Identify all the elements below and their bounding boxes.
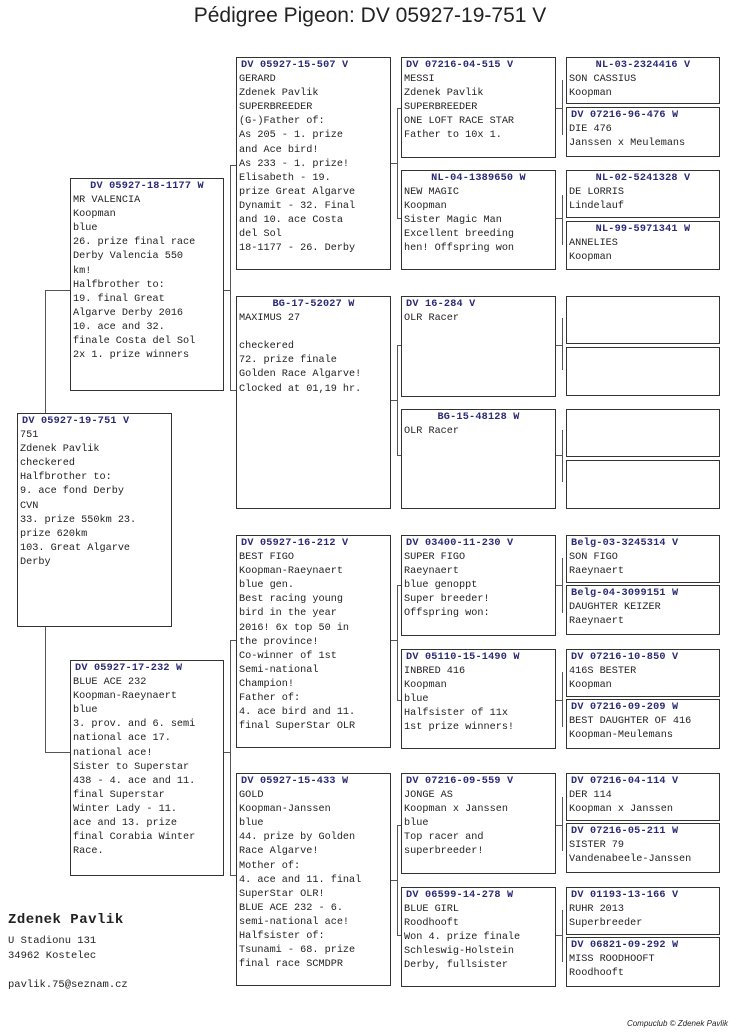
pigeon-info-line: Derby Valencia 550 bbox=[73, 251, 184, 263]
pigeon-info-line: SON FIGO bbox=[569, 552, 618, 564]
pigeon-info-line: blue bbox=[239, 818, 264, 830]
pigeon-info-line: Raeynaert bbox=[569, 616, 625, 628]
pigeon-info-line: SISTER 79 bbox=[569, 840, 625, 852]
pigeon-info-line: Koopman-Janssen bbox=[239, 804, 331, 816]
pigeon-info-line: Sister Magic Man bbox=[404, 215, 502, 227]
pigeon-info-line: DIE 476 bbox=[569, 124, 612, 136]
pigeon-info-line: checkered bbox=[20, 458, 76, 470]
pigeon-card-g5 bbox=[566, 296, 720, 344]
pigeon-card-dsd bbox=[401, 649, 556, 749]
pigeon-card-ssd bbox=[401, 170, 556, 270]
pigeon-info-line: Best racing young bbox=[239, 594, 343, 606]
pigeon-info-line: Mother of: bbox=[239, 860, 301, 872]
pigeon-info-line: Koopman bbox=[404, 201, 447, 213]
connector bbox=[391, 400, 398, 401]
pigeon-info-line: del Sol bbox=[239, 229, 282, 241]
pigeon-info-line: Koopman bbox=[569, 88, 612, 100]
connector bbox=[391, 880, 398, 881]
pigeon-info-line: 18-1177 - 26. Derby bbox=[239, 243, 356, 255]
pigeon-info-line: DE LORRIS bbox=[569, 187, 625, 199]
pigeon-info-line: Lindelauf bbox=[569, 201, 625, 213]
pigeon-info-line: Superbreeder bbox=[569, 918, 643, 930]
pigeon-info-line: Clocked at 01,19 hr. bbox=[239, 383, 362, 395]
pigeon-card-g12 bbox=[566, 699, 720, 749]
pigeon-info-line: Koopman bbox=[569, 680, 612, 692]
pigeon-info-line: prize Great Algarve bbox=[239, 186, 356, 198]
page-title: Pédigree Pigeon: DV 05927-19-751 V bbox=[193, 4, 547, 27]
pigeon-info-line: finale Costa del Sol bbox=[73, 336, 196, 348]
pigeon-info-line: Super breeder! bbox=[404, 594, 490, 606]
pigeon-info-line: RUHR 2013 bbox=[569, 904, 625, 916]
pigeon-info-line: Golden Race Algarve! bbox=[239, 369, 362, 381]
pigeon-card-g16 bbox=[566, 937, 720, 987]
pigeon-info-line: BLUE GIRL bbox=[404, 904, 460, 916]
pigeon-info-line: Raeynaert bbox=[404, 566, 460, 578]
connector bbox=[556, 935, 563, 936]
connector bbox=[556, 700, 563, 701]
pigeon-info-line: DER 114 bbox=[569, 790, 612, 802]
pigeon-info-line: Excellent breeding bbox=[404, 229, 515, 241]
ring-number: DV 05927-17-232 W bbox=[75, 663, 183, 674]
connector bbox=[224, 290, 231, 291]
pigeon-card-g13 bbox=[566, 773, 720, 821]
owner-name: Zdenek Pavlik bbox=[8, 912, 124, 928]
ring-number: DV 06599-14-278 W bbox=[406, 890, 514, 901]
pigeon-card-g6 bbox=[566, 347, 720, 396]
connector bbox=[556, 108, 563, 109]
pigeon-info-line: Koopman bbox=[569, 252, 612, 264]
pigeon-info-line: Co-winner of 1st bbox=[239, 650, 337, 662]
pigeon-info-line: Koopman bbox=[404, 680, 447, 692]
pigeon-card-g1 bbox=[566, 57, 720, 104]
ring-number: NL-99-5971341 W bbox=[595, 224, 691, 235]
pigeon-info-line: 26. prize final race bbox=[73, 237, 196, 249]
pigeon-info-line: GERARD bbox=[239, 74, 276, 86]
pigeon-info-line: 44. prize by Golden bbox=[239, 832, 356, 844]
connector bbox=[562, 797, 563, 851]
pigeon-info-line: As 233 - 1. prize! bbox=[239, 158, 350, 170]
pigeon-info-line: 2x 1. prize winners bbox=[73, 350, 190, 362]
pigeon-info-line: As 205 - 1. prize bbox=[239, 130, 343, 142]
pigeon-card-g11 bbox=[566, 649, 720, 697]
pigeon-info-line: 33. prize 550km 23. bbox=[20, 514, 137, 526]
pigeon-info-line: Sister to Superstar bbox=[73, 761, 190, 773]
pigeon-info-line: BEST FIGO bbox=[239, 552, 295, 564]
ring-number: NL-02-5241328 V bbox=[595, 173, 691, 184]
ring-number: DV 07216-09-209 W bbox=[571, 702, 679, 713]
pigeon-info-line: BEST DAUGHTER OF 416 bbox=[569, 716, 692, 728]
pigeon-info-line: blue bbox=[73, 705, 98, 717]
pigeon-info-line: Algarve Derby 2016 bbox=[73, 307, 184, 319]
pigeon-info-line: GOLD bbox=[239, 790, 264, 802]
connector bbox=[556, 455, 563, 456]
pigeon-info-line: checkered bbox=[239, 341, 295, 353]
owner-email: pavlik.75@seznam.cz bbox=[8, 979, 128, 991]
connector bbox=[45, 290, 46, 413]
pigeon-card-g15 bbox=[566, 887, 720, 935]
pigeon-card-g9 bbox=[566, 535, 720, 583]
pigeon-info-line: Koopman-Meulemans bbox=[569, 730, 673, 742]
pigeon-card-subject bbox=[17, 413, 172, 627]
pigeon-info-line: SON CASSIUS bbox=[569, 74, 637, 86]
connector bbox=[562, 195, 563, 245]
ring-number: NL-04-1389650 W bbox=[431, 173, 526, 184]
pigeon-info-line: Raeynaert bbox=[569, 566, 625, 578]
connector bbox=[397, 585, 398, 700]
pigeon-info-line: Koopman x Janssen bbox=[404, 804, 508, 816]
connector bbox=[556, 218, 563, 219]
pigeon-info-line: Koopman-Raeynaert bbox=[73, 691, 177, 703]
connector bbox=[45, 752, 70, 753]
pigeon-info-line: Halfsister of 11x bbox=[404, 708, 508, 720]
ring-number: DV 07216-96-476 W bbox=[571, 110, 679, 121]
ring-number: DV 05927-16-212 V bbox=[241, 538, 349, 549]
connector bbox=[224, 752, 231, 753]
ring-number: DV 16-284 V bbox=[406, 299, 476, 310]
pigeon-info-line: MISS ROODHOOFT bbox=[569, 954, 655, 966]
pigeon-info-line: Dynamit - 32. Final bbox=[239, 200, 356, 212]
pigeon-info-line: 4. ace and 11. final bbox=[239, 874, 362, 886]
pigeon-info-line: Zdenek Pavlik bbox=[239, 88, 319, 100]
pigeon-card-dds bbox=[401, 773, 556, 874]
pigeon-card-dam-dam bbox=[236, 773, 391, 986]
ring-number: DV 07216-05-211 W bbox=[571, 826, 679, 837]
pigeon-info-line: and 10. ace Costa bbox=[239, 215, 343, 227]
pigeon-info-line: BLUE ACE 232 bbox=[73, 677, 147, 689]
pigeon-info-line: Semi-national bbox=[239, 664, 319, 676]
pigeon-card-dss bbox=[401, 535, 556, 636]
pigeon-card-sire-dam bbox=[236, 296, 391, 509]
pigeon-info-line: Top racer and bbox=[404, 832, 484, 844]
ring-number: DV 05927-18-1177 W bbox=[90, 181, 204, 192]
pigeon-info-line: Halfbrother to: bbox=[20, 472, 112, 484]
pigeon-card-g10 bbox=[566, 585, 720, 635]
pigeon-info-line: OLR Racer bbox=[404, 426, 460, 438]
pigeon-info-line: Koopman bbox=[73, 209, 116, 221]
ring-number: BG-15-48128 W bbox=[437, 412, 520, 423]
pigeon-info-line: and Ace bird! bbox=[239, 144, 319, 156]
pigeon-info-line: final Corabia Winter bbox=[73, 832, 196, 844]
pigeon-info-line: SuperStar OLR! bbox=[239, 888, 325, 900]
pigeon-info-line: Schleswig-Holstein bbox=[404, 946, 515, 958]
pigeon-card-dam-sire bbox=[236, 535, 391, 748]
connector bbox=[230, 640, 231, 875]
owner-block bbox=[8, 912, 208, 993]
pigeon-info-line: Father of: bbox=[239, 693, 301, 705]
pigeon-info-line: Derby bbox=[20, 556, 51, 568]
pigeon-info-line: MAXIMUS 27 bbox=[239, 313, 301, 325]
pigeon-info-line: OLR Racer bbox=[404, 313, 460, 325]
ring-number: DV 05927-15-433 W bbox=[241, 776, 349, 787]
pigeon-info-line: Roodhooft bbox=[404, 918, 460, 930]
pigeon-info-line: SUPER FIGO bbox=[404, 552, 466, 564]
pigeon-info-line: CVN bbox=[20, 500, 39, 512]
pigeon-info-line: 438 - 4. ace and 11. bbox=[73, 775, 196, 787]
pigeon-info-line: Zdenek Pavlik bbox=[20, 444, 100, 456]
pigeon-info-line: Halfbrother to: bbox=[73, 279, 165, 291]
pigeon-info-line: final Superstar bbox=[73, 789, 165, 801]
connector bbox=[391, 163, 398, 164]
pigeon-info-line: 3. prov. and 6. semi bbox=[73, 719, 196, 731]
pigeon-card-g8 bbox=[566, 460, 720, 509]
pigeon-info-line: 1st prize winners! bbox=[404, 722, 515, 734]
pigeon-info-line: Vandenabeele-Janssen bbox=[569, 854, 692, 866]
pigeon-info-line: national ace 17. bbox=[73, 733, 171, 745]
pigeon-card-sire-sire bbox=[236, 57, 391, 270]
pigeon-info-line: semi-national ace! bbox=[239, 916, 350, 928]
pigeon-info-line: 4. ace bird and 11. bbox=[239, 707, 356, 719]
ring-number: DV 07216-04-114 V bbox=[571, 776, 679, 787]
pigeon-info-line: (G-)Father of: bbox=[239, 116, 325, 128]
pigeon-info-line: MESSI bbox=[404, 74, 435, 86]
pigeon-info-line: final SuperStar OLR bbox=[239, 721, 356, 733]
pigeon-info-line: 2016! 6x top 50 in bbox=[239, 622, 350, 634]
pigeon-info-line: Koopman-Raeynaert bbox=[239, 566, 343, 578]
ring-number: DV 05927-15-507 V bbox=[241, 60, 349, 71]
pigeon-info-line: superbreeder! bbox=[404, 846, 484, 858]
pigeon-card-sire bbox=[70, 178, 224, 391]
pigeon-info-line: MR VALENCIA bbox=[73, 195, 141, 207]
pigeon-info-line: JONGE AS bbox=[404, 790, 453, 802]
pigeon-info-line: 10. ace and 32. bbox=[73, 321, 165, 333]
ring-number: DV 06821-09-292 W bbox=[571, 940, 679, 951]
connector bbox=[391, 640, 398, 641]
connector bbox=[230, 165, 231, 390]
pigeon-card-sdd bbox=[401, 409, 556, 509]
pigeon-info-line: Janssen x Meulemans bbox=[569, 138, 686, 150]
pigeon-info-line: blue bbox=[404, 694, 429, 706]
pigeon-info-line: SUPERBREEDER bbox=[239, 102, 313, 114]
pigeon-info-line: 72. prize finale bbox=[239, 355, 337, 367]
pigeon-info-line: 416S BESTER bbox=[569, 666, 637, 678]
pigeon-info-line: Champion! bbox=[239, 678, 295, 690]
pigeon-info-line: hen! Offspring won bbox=[404, 243, 515, 255]
pigeon-info-line: national ace! bbox=[73, 747, 153, 759]
credit-text: Compuclub © Zdenek Pavlik bbox=[626, 1019, 728, 1028]
connector bbox=[556, 825, 563, 826]
ring-number: DV 05110-15-1490 W bbox=[406, 652, 520, 663]
pigeon-info-line: bird in the year bbox=[239, 608, 337, 620]
pigeon-info-line: BLUE ACE 232 - 6. bbox=[239, 902, 343, 914]
pigeon-info-line bbox=[239, 326, 388, 340]
connector bbox=[562, 430, 563, 482]
pigeon-info-line: Race. bbox=[73, 846, 104, 858]
pigeon-card-g7 bbox=[566, 409, 720, 457]
pigeon-card-dam bbox=[70, 660, 224, 876]
pigeon-info-line: 9. ace fond Derby bbox=[20, 486, 124, 498]
pigeon-info-line: blue gen. bbox=[239, 580, 295, 592]
pigeon-info-line: blue genoppt bbox=[404, 580, 478, 592]
pigeon-card-sds bbox=[401, 296, 556, 397]
pigeon-info-line: Offspring won: bbox=[404, 608, 490, 620]
ring-number: DV 07216-10-850 V bbox=[571, 652, 679, 663]
pigeon-info-line: SUPERBREEDER bbox=[404, 102, 478, 114]
ring-number: DV 03400-11-230 V bbox=[406, 538, 514, 549]
connector bbox=[556, 345, 563, 346]
pigeon-info-line: ace and 13. prize bbox=[73, 818, 177, 830]
pigeon-info-line: NEW MAGIC bbox=[404, 187, 460, 199]
pigeon-info-line: Zdenek Pavlik bbox=[404, 88, 484, 100]
pigeon-info-line: Halfsister of: bbox=[239, 931, 325, 943]
connector bbox=[562, 318, 563, 370]
pigeon-info-line: blue bbox=[73, 223, 98, 235]
owner-address-1: U Stadionu 131 bbox=[8, 935, 97, 947]
pigeon-info-line: 103. Great Algarve bbox=[20, 542, 131, 554]
pigeon-info-line: km! bbox=[73, 265, 92, 277]
pigeon-info-line: Winter Lady - 11. bbox=[73, 803, 177, 815]
pigeon-card-g4 bbox=[566, 221, 720, 270]
pigeon-info-line: 751 bbox=[20, 430, 39, 442]
ring-number: NL-03-2324416 V bbox=[595, 60, 691, 71]
pigeon-info-line: Koopman x Janssen bbox=[569, 804, 673, 816]
owner-address-2: 34962 Kostelec bbox=[8, 950, 97, 962]
pigeon-info-line: the province! bbox=[239, 636, 319, 648]
pigeon-card-g3 bbox=[566, 170, 720, 218]
connector bbox=[45, 627, 46, 752]
connector bbox=[562, 910, 563, 962]
ring-number: DV 01193-13-166 V bbox=[571, 890, 679, 901]
ring-number: DV 05927-19-751 V bbox=[22, 416, 130, 427]
pigeon-info-line: final race SCMDPR bbox=[239, 959, 343, 971]
pigeon-info-line: Won 4. prize finale bbox=[404, 932, 521, 944]
pigeon-info-line: blue bbox=[404, 818, 429, 830]
connector bbox=[556, 585, 563, 586]
pigeon-card-g14 bbox=[566, 823, 720, 873]
connector bbox=[45, 290, 70, 291]
pigeon-card-sss bbox=[401, 57, 556, 158]
pigeon-info-line: ANNELIES bbox=[569, 238, 618, 250]
pigeon-info-line: Father to 10x 1. bbox=[404, 130, 502, 142]
pigeon-info-line: ONE LOFT RACE STAR bbox=[404, 116, 515, 128]
pigeon-info-line: Elisabeth - 19. bbox=[239, 172, 331, 184]
ring-number: Belg-04-3099151 W bbox=[571, 588, 679, 599]
pigeon-info-line: DAUGHTER KEIZER bbox=[569, 602, 661, 614]
pigeon-info-line: prize 620km bbox=[20, 528, 88, 540]
pigeon-info-line: Derby, fullsister bbox=[404, 960, 508, 972]
pigeon-info-line: INBRED 416 bbox=[404, 666, 466, 678]
pigeon-info-line: Race Algarve! bbox=[239, 846, 319, 858]
pigeon-info-line: 19. final Great bbox=[73, 293, 165, 305]
ring-number: DV 07216-09-559 V bbox=[406, 776, 514, 787]
ring-number: DV 07216-04-515 V bbox=[406, 60, 514, 71]
pigeon-card-g2 bbox=[566, 107, 720, 157]
pigeon-card-ddd bbox=[401, 887, 556, 987]
pigeon-info-line: Roodhooft bbox=[569, 968, 625, 980]
ring-number: Belg-03-3245314 V bbox=[571, 538, 679, 549]
pigeon-info-line: Tsunami - 68. prize bbox=[239, 945, 356, 957]
ring-number: BG-17-52027 W bbox=[272, 299, 355, 310]
